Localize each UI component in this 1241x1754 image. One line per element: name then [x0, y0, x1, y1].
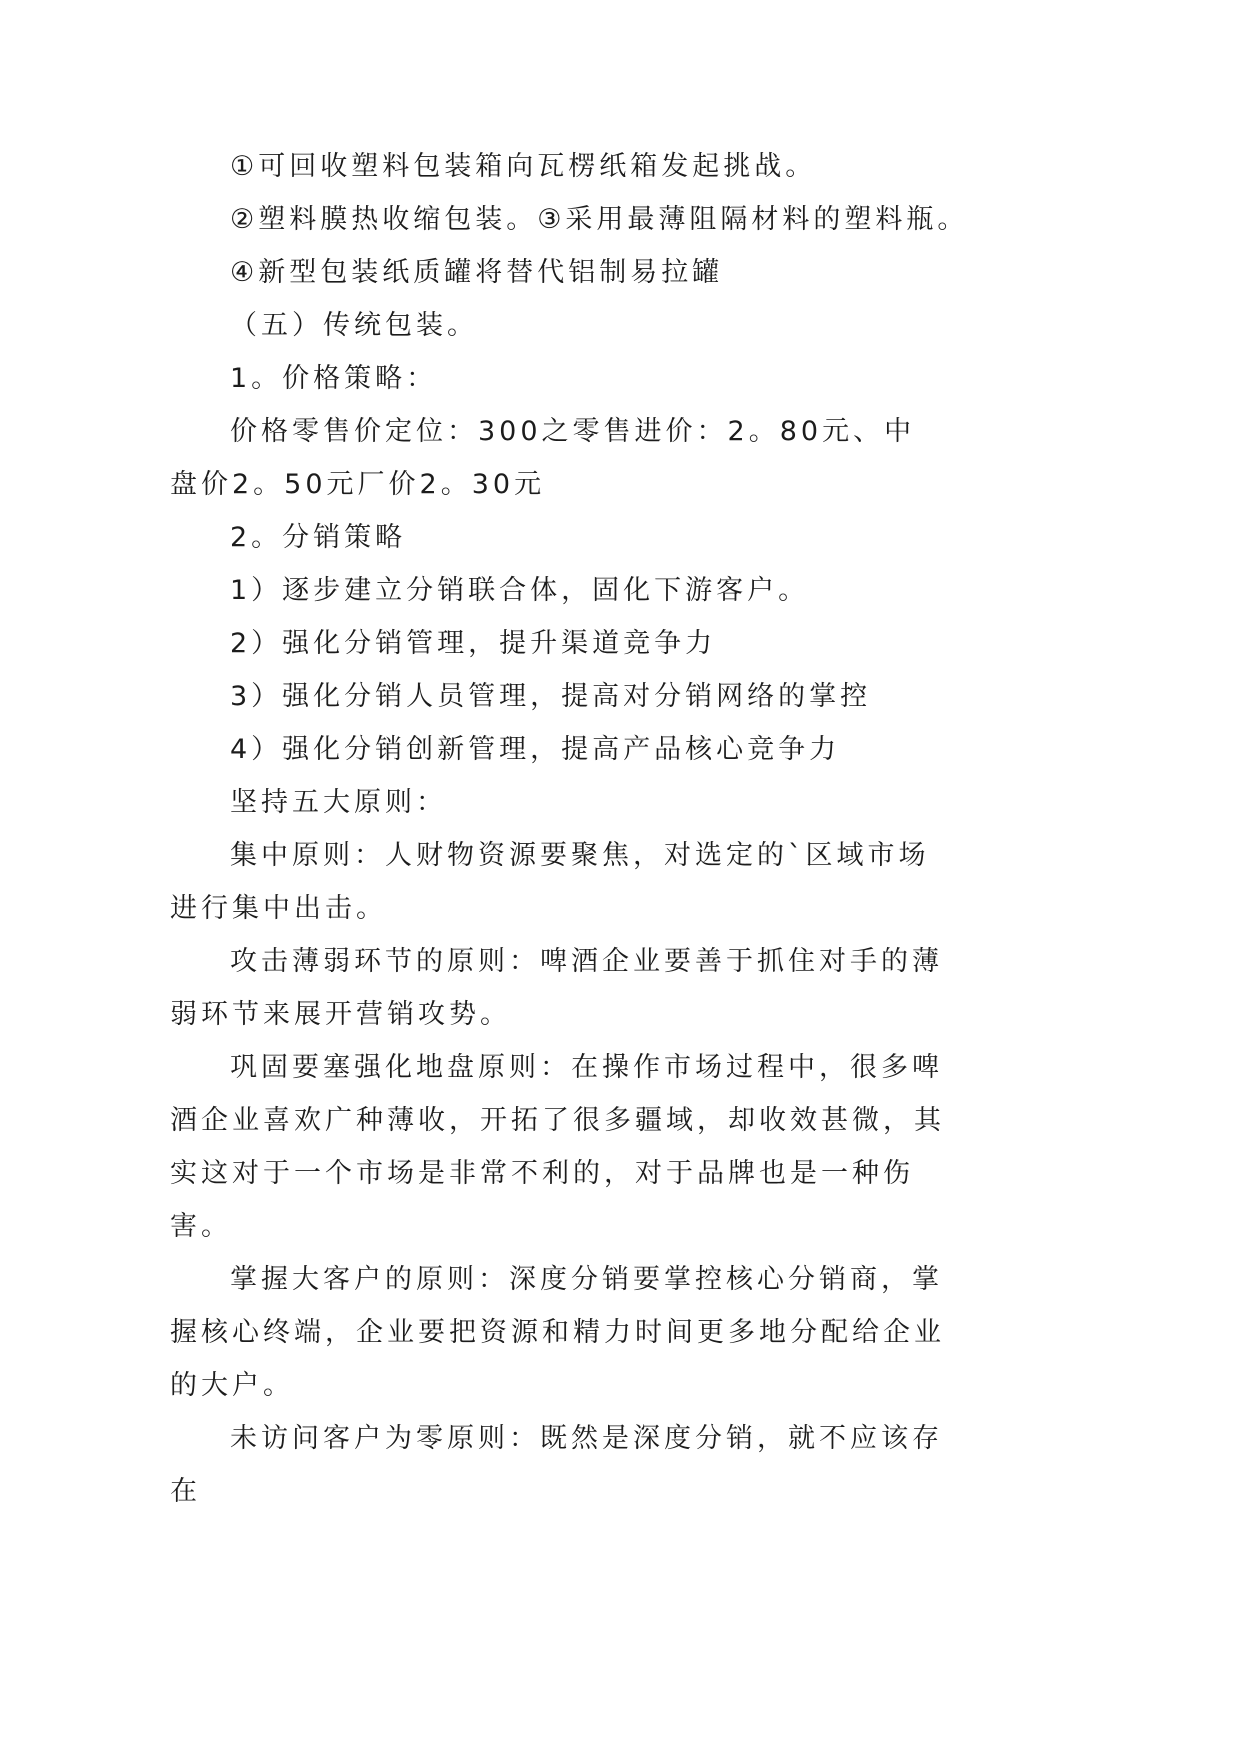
paragraph-paper-can: ④新型包装纸质罐将替代铝制易拉罐 — [230, 257, 724, 288]
paragraph-stronghold-principle: 巩固要塞强化地盘原则：在操作市场过程中，很多啤酒企业喜欢广种薄收，开拓了很多疆域，却收效甚微，其实这对于一个市场是非常不利的，对于品牌也是一种伤害。 — [170, 1052, 945, 1242]
list-item-distribution-1: 1）逐步建立分销联合体，固化下游客户。 — [230, 575, 810, 606]
list-item-distribution-4: 4）强化分销创新管理，提高产品核心竞争力 — [230, 734, 841, 765]
paragraph-shrink-film: ②塑料膜热收缩包装。③采用最薄阻隔材料的塑料瓶。 — [230, 204, 969, 235]
paragraph-key-account-principle: 掌握大客户的原则：深度分销要掌控核心分销商，掌握核心终端，企业要把资源和精力时间更多地分配给企业的大户。 — [170, 1264, 945, 1401]
list-item-distribution-3: 3）强化分销人员管理，提高对分销网络的掌控 — [230, 681, 872, 712]
document-body — [170, 140, 969, 1518]
paragraph-recyclable-box: ①可回收塑料包装箱向瓦楞纸箱发起挑战。 — [230, 151, 817, 182]
heading-price-strategy: 1。价格策略： — [230, 363, 438, 394]
section-heading-traditional-packaging: （五）传统包装。 — [230, 310, 478, 341]
paragraph-weak-link-principle: 攻击薄弱环节的原则：啤酒企业要善于抓住对手的薄弱环节来展开营销攻势。 — [170, 946, 943, 1030]
paragraph-price-positioning: 价格零售价定位：300之零售进价：2。80元、中盘价2。50元厂价2。30元 — [170, 416, 916, 500]
paragraph-zero-unvisited-principle: 未访问客户为零原则：既然是深度分销，就不应该存在 — [170, 1423, 943, 1507]
list-item-distribution-2: 2）强化分销管理，提升渠道竞争力 — [230, 628, 717, 659]
heading-five-principles: 坚持五大原则： — [230, 787, 447, 818]
heading-distribution-strategy: 2。分销策略 — [230, 522, 407, 553]
paragraph-concentration-principle: 集中原则：人财物资源要聚焦，对选定的`区域市场进行集中出击。 — [170, 840, 930, 924]
